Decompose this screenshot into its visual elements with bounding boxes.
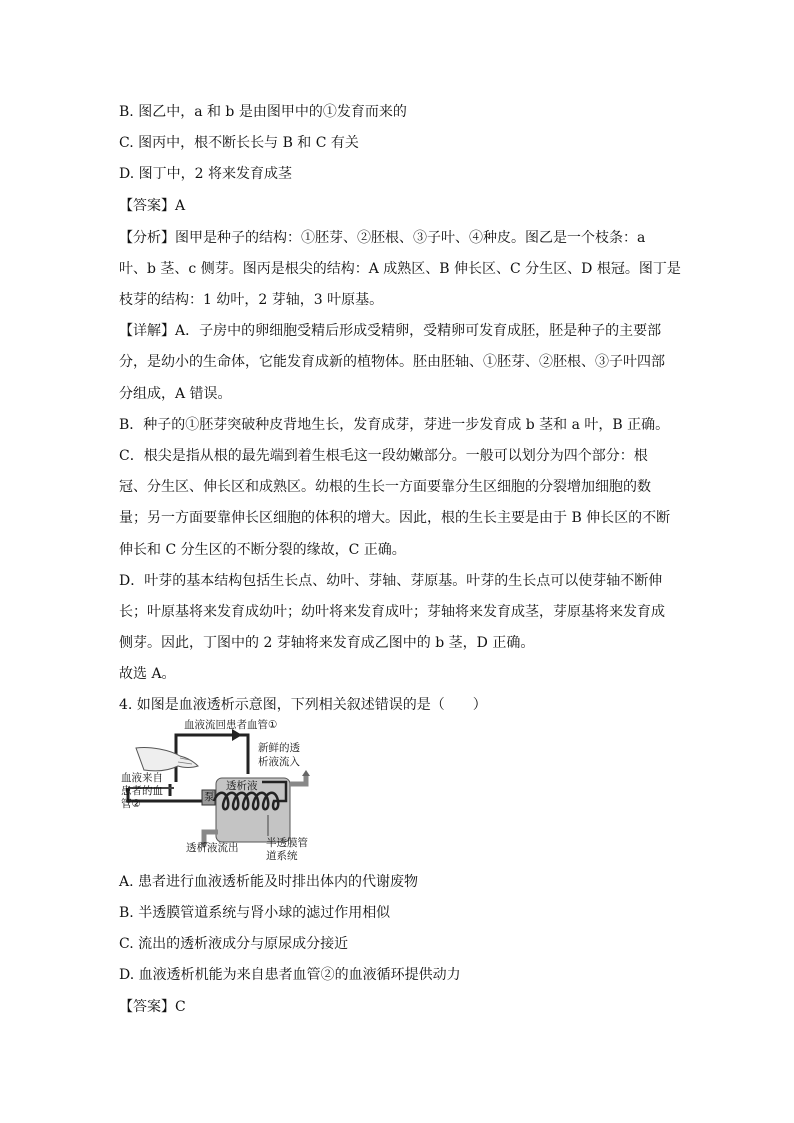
detail-line-2: 分，是幼小的生命体，它能发育成新的植物体。胚由胚轴、①胚芽、②胚根、③子叶四部 — [119, 354, 665, 370]
label-blood-return: 血液流回患者血管① — [184, 719, 278, 731]
option-b-line: B. 图乙中，a 和 b 是由图甲中的①发育而来的 — [119, 104, 407, 120]
label-fresh-dialysate-1: 新鲜的透 — [258, 742, 300, 754]
answer-line: 【答案】A — [119, 198, 186, 214]
answer-label: 【答案】C — [119, 999, 186, 1015]
analysis-line-2: 叶、b 茎、c 侧芽。图丙是根尖的结构：A 成熟区、B 伸长区、C 分生区、D 根冠。图丁是 — [119, 261, 681, 277]
option-d-line: D. 图丁中，2 将来发育成茎 — [119, 166, 292, 182]
option-d: D. 血液透析机能为来自患者血管②的血液循环提供动力 — [119, 967, 461, 983]
option-b: B. 半透膜管道系统与肾小球的滤过作用相似 — [119, 905, 391, 921]
detail-line-8: 伸长和 C 分生区的不断分裂的缘故，C 正确。 — [119, 542, 406, 558]
question-4-stem: 4. 如图是血液透析示意图，下列相关叙述错误的是（ ） — [119, 697, 487, 713]
detail-line-7: 量；另一方面要靠伸长区细胞的体积的增大。因此，根的生长主要是由于 B 伸长区的不断 — [119, 510, 671, 526]
detail-line-9: D．叶芽的基本结构包括生长点、幼叶、芽轴、芽原基。叶芽的生长点可以使芽轴不断伸 — [119, 573, 663, 589]
detail-line-10: 长；叶原基将来发育成幼叶；幼叶将来发育成叶；芽轴将来发育成茎，芽原基将来发育成 — [119, 604, 665, 620]
option-c-line: C. 图丙中，根不断长长与 B 和 C 有关 — [119, 135, 359, 151]
analysis-line-1: 【分析】图甲是种子的结构：①胚芽、②胚根、③子叶、④种皮。图乙是一个枝条：a — [119, 230, 646, 246]
option-a: A. 患者进行血液透析能及时排出体内的代谢废物 — [119, 874, 419, 890]
label-pump: 泵 — [204, 791, 215, 803]
option-c: C. 流出的透析液成分与原尿成分接近 — [119, 936, 349, 952]
detail-line-3: 分组成，A 错误。 — [119, 386, 232, 402]
detail-line-5: C．根尖是指从根的最先端到着生根毛这一段幼嫩部分。一般可以划分为四个部分：根 — [119, 448, 648, 464]
detail-line-11: 侧芽。因此，丁图中的 2 芽轴将来发育成乙图中的 b 茎，D 正确。 — [119, 635, 535, 651]
label-dialysate-out: 透析液流出 — [186, 842, 239, 854]
label-membrane-2: 道系统 — [266, 850, 298, 862]
detail-line-4: B．种子的①胚芽突破种皮背地生长，发育成芽，芽进一步发育成 b 茎和 a 叶，B 正确。 — [119, 417, 670, 433]
label-fresh-dialysate-2: 析液流入 — [258, 756, 300, 768]
label-blood-source-3: 管② — [121, 798, 141, 810]
label-blood-source-2: 患者的血 — [121, 785, 163, 797]
label-dialysate: 透析液 — [226, 780, 258, 792]
label-blood-source-1: 血液来自 — [121, 772, 163, 784]
dialysis-diagram — [118, 718, 330, 864]
label-membrane-1: 半透膜管 — [266, 837, 308, 849]
analysis-line-3: 枝芽的结构：1 幼叶，2 芽轴，3 叶原基。 — [119, 292, 384, 308]
detail-line-1: 【详解】A．子房中的卵细胞受精后形成受精卵，受精卵可发育成胚，胚是种子的主要部 — [119, 323, 662, 339]
detail-line-6: 冠、分生区、伸长区和成熟区。幼根的生长一方面要靠分生区细胞的分裂增加细胞的数 — [119, 479, 651, 495]
conclusion-line: 故选 A。 — [119, 666, 176, 682]
